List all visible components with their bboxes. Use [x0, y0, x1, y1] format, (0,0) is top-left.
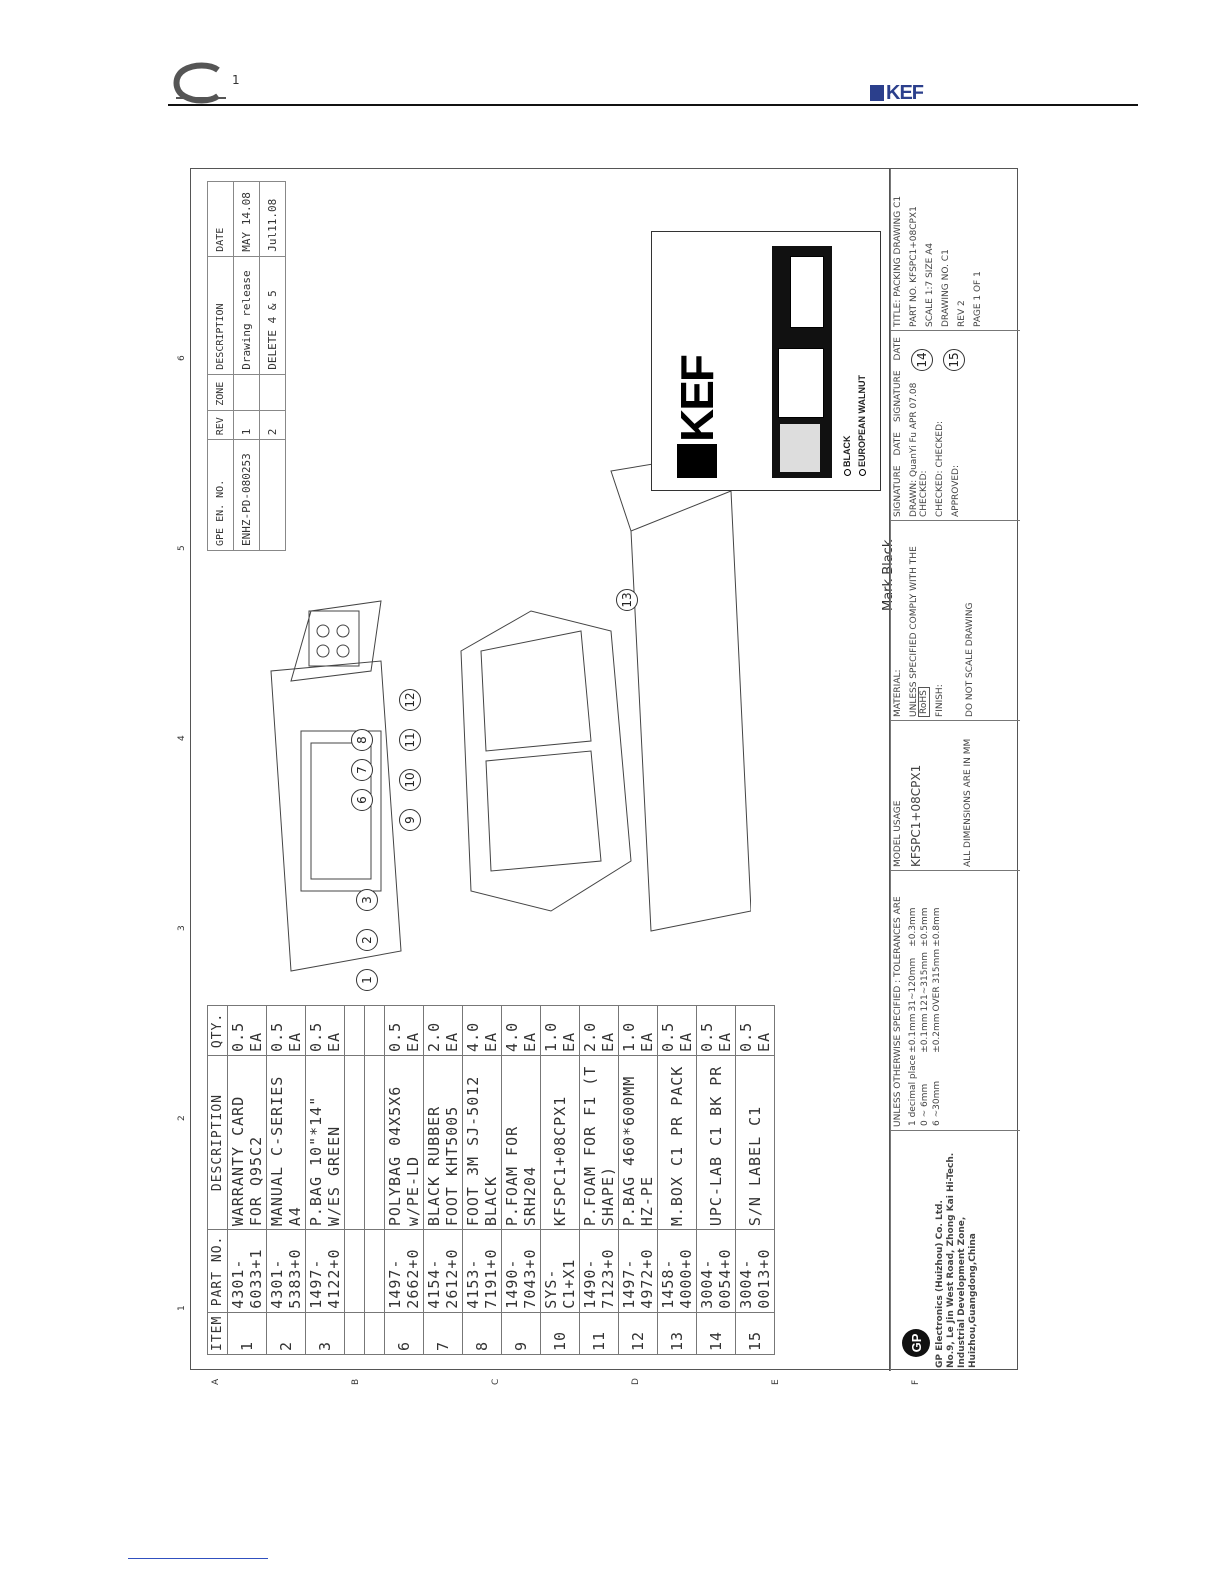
callout-15: 15: [943, 349, 965, 371]
rev-col-en: GPE EN. NO.: [208, 440, 234, 551]
cell-item: 13: [658, 1312, 697, 1354]
cell-part: 4301-5383+0: [267, 1230, 306, 1313]
rev-date: Jul11.08: [260, 182, 286, 257]
accessory-bag-outline: [291, 601, 381, 681]
col-item: ITEM: [208, 1312, 228, 1354]
tol-cell: ±0.2mm: [932, 1013, 942, 1053]
rev-col-date: DATE: [208, 182, 234, 257]
table-row: [345, 1006, 365, 1355]
drawing-sheet: [177, 168, 1018, 1385]
callout-13: 13: [616, 589, 638, 611]
tolerance-row: [907, 906, 919, 1127]
parts-table: [207, 1005, 775, 1355]
rohs-note: UNLESS SPECIFIED COMPLY WITH THE: [909, 546, 919, 717]
cell-item: 10: [541, 1312, 580, 1354]
gp-logo-text: GP: [909, 1333, 924, 1353]
model-value: KFSPC1+08CPX1: [909, 764, 923, 867]
cell-desc: WARRANTY CARD FOR Q95C2: [228, 1055, 267, 1229]
rev-col-desc: DESCRIPTION: [208, 256, 234, 374]
cell-part: [365, 1230, 385, 1313]
zone-side-f: F: [911, 1379, 921, 1385]
title-block: [889, 169, 1019, 1371]
tolerance-cell: [890, 871, 1020, 1131]
rev-number: 1: [234, 410, 260, 439]
scale-note: DO NOT SCALE DRAWING: [965, 602, 975, 717]
parts-table-header: [208, 1006, 228, 1355]
callout-10: 10: [399, 769, 421, 791]
barcode-area: [772, 246, 832, 478]
rev-date: MAY 14.08: [234, 182, 260, 257]
cell-desc: S/N LABEL C1: [736, 1055, 775, 1229]
company-line: Huizhou,Guangdong,China: [968, 1233, 978, 1368]
cell-qty: 0.5 EA: [385, 1006, 424, 1056]
rubber-foot-4: [337, 625, 349, 637]
footer-link-rule: [128, 1558, 268, 1559]
model-cell: [890, 721, 1020, 871]
label-card: [651, 231, 881, 491]
size-value: A4: [925, 242, 935, 255]
part-no-value: KFSPC1+08CPX1: [909, 206, 919, 283]
cell-qty: 0.5 EA: [228, 1006, 267, 1056]
header-rule: [168, 104, 1138, 106]
company-line: Industrial Development Zone,: [957, 1216, 967, 1368]
cell-desc: BLACK RUBBER FOOT KHT5005: [424, 1055, 463, 1229]
approved: APPROVED:: [951, 465, 961, 517]
rev-zone: [260, 374, 286, 410]
brand-logo: [870, 82, 923, 105]
series-number: 1: [232, 73, 240, 87]
col-part-no: PART NO.: [208, 1230, 228, 1313]
drawing-no-label: DRAWING NO.: [941, 264, 951, 327]
callout-8: 8: [351, 729, 373, 751]
page-indicator: PAGE 1 OF 1: [973, 271, 983, 327]
table-row: [365, 1006, 385, 1355]
callout-14: 14: [911, 349, 933, 371]
zone-side-a: A: [211, 1378, 221, 1385]
rev-zone: [234, 374, 260, 410]
rev-value: 2: [957, 300, 967, 307]
drawn-by: DRAWN: QuanYi Fu: [909, 432, 919, 517]
cell-desc: POLYBAG 04X5X6 w/PE-LD: [385, 1055, 424, 1229]
cell-item: 11: [580, 1312, 619, 1354]
rev-label: REV: [957, 308, 967, 327]
cell-qty: 2.0 EA: [580, 1006, 619, 1056]
size-label: SIZE: [925, 257, 935, 278]
rev-en: ENHZ-PD-080253: [234, 440, 260, 551]
cell-qty: 4.0 EA: [463, 1006, 502, 1056]
rev-en: [260, 440, 286, 551]
scale-label: SCALE: [925, 298, 935, 327]
kef-label-mark-icon: [677, 444, 717, 478]
cell-part: 3004-0013+0: [736, 1230, 775, 1313]
label-brand: KEF: [671, 356, 723, 442]
signature-cell: [890, 331, 1020, 521]
cell-part: 4301-6033+1: [228, 1230, 267, 1313]
c-series-logo-icon: [170, 62, 260, 104]
tol-cell: ±0.3mm: [908, 907, 918, 947]
cell-item: 6: [385, 1312, 424, 1354]
radio-circle-icon: [844, 469, 851, 476]
rev-description: DELETE 4 & 5: [260, 256, 286, 374]
dimensions-note: ALL DIMENSIONS ARE IN MM: [963, 738, 973, 867]
cell-part: 1458-4000+0: [658, 1230, 697, 1313]
checked-2: CHECKED:: [935, 470, 945, 517]
company-line: GP Electronics (Huizhou) Co. Ltd.: [935, 1200, 945, 1368]
radio-circle-icon: [859, 469, 866, 476]
zone-side-b: B: [351, 1378, 361, 1385]
table-row: [228, 1006, 267, 1355]
signature-header: [893, 334, 903, 517]
series-logo: [170, 62, 260, 104]
title-value: PACKING DRAWING C1: [893, 195, 903, 297]
tol-cell: ±0.5mm: [920, 907, 930, 947]
zone-side-e: E: [771, 1379, 781, 1385]
cell-part: 3004-0054+0: [697, 1230, 736, 1313]
zone-top-3: 3: [177, 925, 187, 931]
cell-part: 1497-4972+0: [619, 1230, 658, 1313]
rubber-foot-2: [317, 625, 329, 637]
callout-3: 3: [356, 889, 378, 911]
cell-desc: P.BAG 460*600MM HZ-PE: [619, 1055, 658, 1229]
parts-table-body: [228, 1006, 775, 1355]
drawn-date: APR 07.08: [909, 382, 919, 430]
cell-desc: [345, 1055, 365, 1229]
part-no-label: PART NO.: [909, 285, 919, 327]
sig-head: SIGNATURE: [893, 465, 903, 517]
cell-qty: 2.0 EA: [424, 1006, 463, 1056]
cell-item: 2: [267, 1312, 306, 1354]
model-label: MODEL USAGE: [893, 800, 903, 867]
cell-qty: 0.5 EA: [306, 1006, 345, 1056]
table-row: [736, 1006, 775, 1355]
cell-item: [365, 1312, 385, 1354]
callout-9: 9: [399, 809, 421, 831]
col-description: DESCRIPTION: [208, 1055, 228, 1229]
cell-item: 7: [424, 1312, 463, 1354]
cell-qty: 1.0 EA: [541, 1006, 580, 1056]
zone-side-d: D: [631, 1378, 641, 1385]
option-walnut: [857, 375, 867, 476]
cell-desc: [365, 1055, 385, 1229]
table-row: [385, 1006, 424, 1355]
feet-sheet-outline: [309, 611, 359, 666]
tol-cell: 121~315mm: [920, 952, 930, 1012]
label-kef-logo: [670, 356, 724, 478]
finish-label: FINISH:: [935, 684, 945, 717]
company-address: [935, 1134, 979, 1368]
option-walnut-label: EUROPEAN WALNUT: [857, 375, 867, 467]
rohs-box: RoHS: [918, 687, 930, 717]
title-label: TITLE:: [893, 299, 903, 327]
rotated-drawing: [177, 169, 1019, 1385]
drawing-info-cell: [890, 169, 1020, 331]
cell-part: 1490-7043+0: [502, 1230, 541, 1313]
callout-7: 7: [351, 759, 373, 781]
revision-header: [208, 182, 234, 551]
rev-col-rev: REV: [208, 410, 234, 439]
checked-1: CHECKED:: [919, 470, 929, 517]
zone-side-c: C: [491, 1378, 501, 1385]
cell-item: 3: [306, 1312, 345, 1354]
cell-qty: [345, 1006, 365, 1056]
rev-number: 2: [260, 410, 286, 439]
cell-part: SYS-C1+X1: [541, 1230, 580, 1313]
label-info-box: [780, 424, 820, 472]
cell-item: 15: [736, 1312, 775, 1354]
kef-mark-icon: [870, 85, 884, 101]
table-row: [502, 1006, 541, 1355]
col-qty: QTY.: [208, 1006, 228, 1056]
cell-desc: MANUAL C-SERIES A4: [267, 1055, 306, 1229]
table-row: [697, 1006, 736, 1355]
sig-head: SIGNATURE: [893, 370, 903, 423]
tol-cell: OVER 315mm: [932, 948, 942, 1012]
rev-col-zone: ZONE: [208, 374, 234, 410]
cell-desc: KFSPC1+08CPX1: [541, 1055, 580, 1229]
revision-row: [260, 182, 286, 551]
table-row: [619, 1006, 658, 1355]
material-cell: [890, 521, 1020, 721]
tol-cell: ±0.1mm: [920, 1013, 930, 1053]
cell-item: 1: [228, 1312, 267, 1354]
cell-part: 4153-7191+0: [463, 1230, 502, 1313]
callout-1: 1: [356, 969, 378, 991]
cell-desc: M.BOX C1 PR PACK: [658, 1055, 697, 1229]
drawing-no-value: C1: [941, 249, 951, 262]
cell-part: [345, 1230, 365, 1313]
zone-top-6: 6: [177, 355, 187, 361]
speaker-right: [481, 631, 591, 751]
cell-desc: UPC-LAB C1 BK PR: [697, 1055, 736, 1229]
cell-desc: P.FOAM FOR SRH204: [502, 1055, 541, 1229]
manual-outline: [301, 731, 381, 891]
label-window-14: [778, 348, 824, 418]
cell-item: 14: [697, 1312, 736, 1354]
table-row: [658, 1006, 697, 1355]
table-row: [306, 1006, 345, 1355]
table-row: [267, 1006, 306, 1355]
material-label: MATERIAL:: [893, 669, 903, 717]
option-black-label: BLACK: [842, 435, 852, 467]
tol-cell: ±0.8mm: [932, 907, 942, 947]
label-window-15: [790, 256, 824, 328]
cell-desc: FOOT 3M SJ-5012 BLACK: [463, 1055, 502, 1229]
gp-logo-icon: [901, 1328, 931, 1358]
sig-head: DATE: [893, 432, 903, 456]
tolerance-row: [919, 906, 931, 1127]
callout-6: 6: [351, 789, 373, 811]
company-cell: [890, 1131, 1020, 1371]
tol-cell: 31~120mm: [908, 957, 918, 1012]
cell-qty: 0.5 EA: [267, 1006, 306, 1056]
cell-part: 1497-2662+0: [385, 1230, 424, 1313]
mark-note: Mark Black: [881, 539, 896, 611]
cell-qty: [365, 1006, 385, 1056]
callout-12: 12: [399, 689, 421, 711]
cell-part: 4154-2612+0: [424, 1230, 463, 1313]
cell-qty: 0.5 EA: [658, 1006, 697, 1056]
zone-top-4: 4: [177, 735, 187, 741]
rev-description: Drawing release: [234, 256, 260, 374]
cell-qty: 1.0 EA: [619, 1006, 658, 1056]
scale-value: 1:7: [925, 280, 935, 296]
cell-item: 9: [502, 1312, 541, 1354]
tolerance-title: UNLESS OTHERWISE SPECIFIED : TOLERANCES ARE: [893, 896, 903, 1127]
rubber-foot-1: [317, 645, 329, 657]
zone-top-2: 2: [177, 1115, 187, 1121]
checked-3: CHECKED:: [935, 420, 945, 468]
option-black: [842, 436, 852, 477]
cell-item: 12: [619, 1312, 658, 1354]
brand-name: KEF: [886, 82, 923, 104]
cell-qty: 4.0 EA: [502, 1006, 541, 1056]
exploded-view: [231, 451, 751, 1011]
cell-part: 1497-4122+0: [306, 1230, 345, 1313]
company-line: No.9, Le Jin West Road, Zhong Kai Hi-Tech.: [946, 1152, 956, 1368]
zone-top-5: 5: [177, 545, 187, 551]
sig-head: DATE: [893, 337, 903, 361]
table-row: [424, 1006, 463, 1355]
tol-cell: ±0.1mm: [908, 1013, 918, 1053]
tolerance-row: [931, 906, 943, 1127]
cell-desc: P.FOAM FOR F1 (T SHAPE): [580, 1055, 619, 1229]
cell-qty: 0.5 EA: [697, 1006, 736, 1056]
table-row: [580, 1006, 619, 1355]
tolerance-table: [907, 906, 943, 1127]
callout-2: 2: [356, 929, 378, 951]
zone-top-1: 1: [177, 1305, 187, 1311]
cell-item: 8: [463, 1312, 502, 1354]
callout-11: 11: [399, 729, 421, 751]
master-box: [631, 491, 751, 931]
revision-table: [207, 181, 286, 551]
cell-qty: 0.5 EA: [736, 1006, 775, 1056]
speaker-left: [486, 751, 601, 871]
cell-desc: P.BAG 10"*14" W/ES GREEN: [306, 1055, 345, 1229]
table-row: [463, 1006, 502, 1355]
tol-cell: 1 decimal place: [908, 1054, 918, 1126]
cell-part: 1490-7123+0: [580, 1230, 619, 1313]
tol-cell: 0 ~ 6mm: [920, 1083, 930, 1126]
revision-row: [234, 182, 260, 551]
tol-cell: 6 ~30mm: [932, 1080, 942, 1126]
cell-item: [345, 1312, 365, 1354]
table-row: [541, 1006, 580, 1355]
rubber-foot-3: [337, 645, 349, 657]
